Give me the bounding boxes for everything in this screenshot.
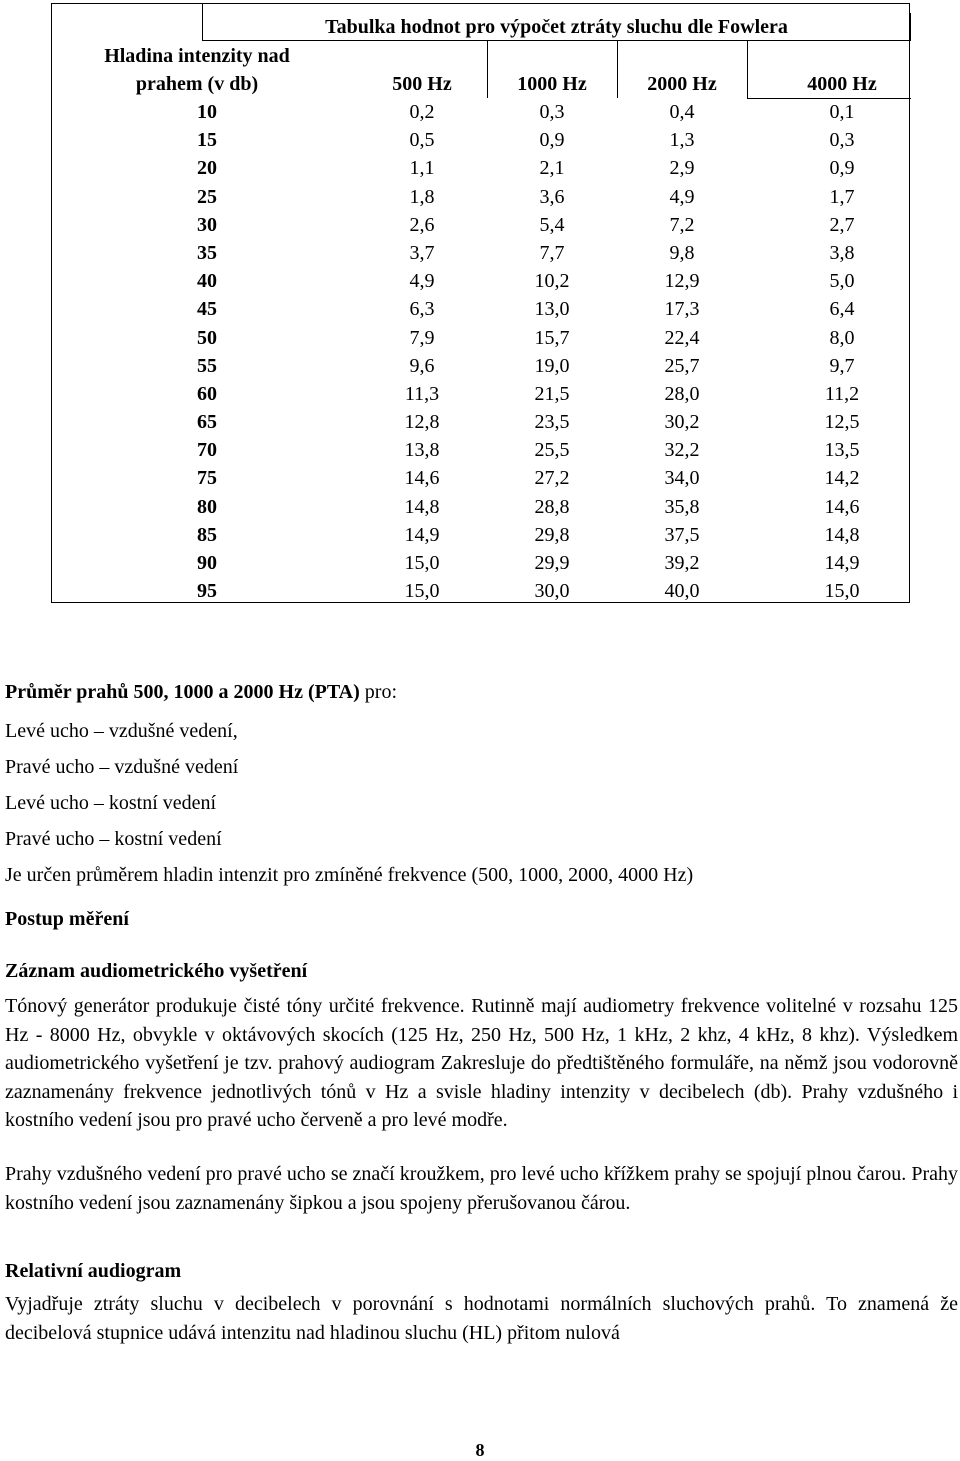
pta-item: Levé ucho – kostní vedení	[5, 792, 217, 814]
level-cell: 20	[197, 157, 217, 180]
value-cell: 25,7	[664, 354, 700, 377]
value-cell: 0,9	[829, 157, 855, 180]
value-cell: 13,0	[534, 298, 570, 321]
table-row	[52, 295, 911, 323]
level-cell: 95	[197, 580, 217, 603]
value-cell: 40,0	[664, 580, 700, 603]
value-cell: 12,5	[824, 411, 860, 434]
pta-heading-rest: pro:	[359, 681, 398, 703]
relativni-paragraph: Vyjadřuje ztráty sluchu v decibelech v porovnání s hodnotami normálních sluchových prahů. To znamená že decibelová stupnice udává intenzitu nad hladinou sluchu (HL) přitom nulová	[5, 1293, 958, 1344]
value-cell: 25,5	[534, 439, 570, 462]
value-cell: 1,1	[409, 157, 435, 180]
table-row	[52, 183, 911, 211]
value-cell: 0,4	[669, 101, 695, 123]
value-cell: 12,9	[664, 270, 700, 293]
value-cell: 8,0	[829, 326, 855, 349]
table-body	[52, 98, 911, 605]
table-row	[52, 324, 911, 352]
pta-item: Pravé ucho – vzdušné vedení	[5, 756, 239, 778]
value-cell: 28,8	[534, 495, 570, 518]
value-cell: 22,4	[664, 326, 700, 349]
table-row	[52, 493, 911, 521]
value-cell: 2,7	[829, 213, 855, 236]
pta-heading-bold: Průměr prahů 500, 1000 a 2000 Hz (PTA)	[5, 681, 360, 703]
value-cell: 29,8	[534, 523, 570, 546]
freq-header-500: 500 Hz	[392, 73, 452, 95]
table-row	[52, 549, 911, 577]
value-cell: 3,8	[829, 241, 855, 264]
value-cell: 13,8	[404, 439, 440, 462]
value-cell: 0,5	[409, 129, 435, 152]
value-cell: 29,9	[534, 552, 570, 574]
value-cell: 23,5	[534, 411, 570, 434]
zaznam-paragraph-2: Prahy vzdušného vedení pro pravé ucho se značí kroužkem, pro levé ucho křížkem prahy se spojují plnou čarou. Prahy kostního vedení jsou zaznamenány šipkou a jsou spojeny přerušovanou čárou.	[5, 1163, 958, 1214]
table-row	[52, 408, 911, 436]
value-cell: 14,9	[404, 523, 440, 546]
value-cell: 10,2	[534, 270, 570, 293]
level-cell: 25	[197, 185, 217, 208]
table-row	[52, 126, 911, 154]
value-cell: 37,5	[664, 523, 700, 546]
value-cell: 17,3	[664, 298, 700, 321]
value-cell: 14,6	[404, 467, 440, 490]
value-cell: 30,0	[534, 580, 570, 603]
value-cell: 6,4	[829, 298, 855, 321]
value-cell: 13,5	[824, 439, 860, 462]
value-cell: 3,6	[539, 185, 565, 208]
value-cell: 1,3	[669, 129, 695, 152]
table-row	[52, 464, 911, 492]
table-row	[52, 239, 911, 267]
level-cell: 30	[197, 213, 217, 236]
level-cell: 60	[197, 382, 217, 405]
table-divider	[202, 3, 203, 13]
value-cell: 15,7	[534, 326, 570, 349]
freq-header-2000: 2000 Hz	[647, 73, 717, 95]
table-title: Tabulka hodnot pro výpočet ztráty sluchu dle Fowlera	[202, 13, 911, 41]
table-divider	[202, 13, 203, 41]
level-cell: 70	[197, 439, 217, 462]
value-cell: 12,8	[404, 411, 440, 434]
value-cell: 2,9	[669, 157, 695, 180]
level-cell: 85	[197, 523, 217, 546]
value-cell: 4,9	[669, 185, 695, 208]
value-cell: 0,1	[829, 101, 855, 123]
value-cell: 1,8	[409, 185, 435, 208]
level-cell: 80	[197, 495, 217, 518]
table-divider	[910, 13, 911, 41]
pta-conclusion: Je určen průměrem hladin intenzit pro zmíněné frekvence (500, 1000, 2000, 4000 Hz)	[5, 864, 694, 886]
pta-heading	[5, 678, 960, 706]
table-row	[52, 380, 911, 408]
value-cell: 2,6	[409, 213, 435, 236]
value-cell: 1,7	[829, 185, 855, 208]
value-cell: 15,0	[824, 580, 860, 603]
level-cell: 35	[197, 241, 217, 264]
level-cell: 40	[197, 270, 217, 293]
table-row	[52, 521, 911, 549]
freq-header-4000: 4000 Hz	[807, 73, 877, 95]
value-cell: 4,9	[409, 270, 435, 293]
freq-header-1000: 1000 Hz	[517, 73, 587, 95]
level-header-line2: prahem (v db)	[135, 73, 259, 95]
value-cell: 0,3	[829, 129, 855, 152]
value-cell: 11,3	[404, 382, 440, 405]
value-cell: 15,0	[404, 580, 440, 603]
value-cell: 2,1	[539, 157, 565, 180]
value-cell: 6,3	[409, 298, 435, 321]
value-cell: 7,9	[409, 326, 435, 349]
value-cell: 34,0	[664, 467, 700, 490]
value-cell: 14,9	[824, 552, 860, 574]
level-cell: 75	[197, 467, 217, 490]
value-cell: 15,0	[404, 552, 440, 574]
value-cell: 9,8	[669, 241, 695, 264]
value-cell: 7,2	[669, 213, 695, 236]
pta-item: Pravé ucho – kostní vedení	[5, 828, 222, 850]
value-cell: 5,4	[539, 213, 565, 236]
table-row	[52, 352, 911, 380]
value-cell: 28,0	[664, 382, 700, 405]
value-cell: 14,8	[824, 523, 860, 546]
table-row	[52, 98, 911, 126]
level-cell: 90	[197, 552, 217, 574]
level-cell: 55	[197, 354, 217, 377]
relativni-heading: Relativní audiogram	[5, 1260, 182, 1282]
value-cell: 3,7	[409, 241, 435, 264]
table-row	[52, 267, 911, 295]
level-cell: 65	[197, 411, 217, 434]
table-row	[52, 436, 911, 464]
value-cell: 14,2	[824, 467, 860, 490]
level-cell: 50	[197, 326, 217, 349]
value-cell: 14,6	[824, 495, 860, 518]
level-header-line1: Hladina intenzity nad	[104, 45, 290, 67]
pta-item: Levé ucho – vzdušné vedení,	[5, 720, 238, 742]
value-cell: 32,2	[664, 439, 700, 462]
value-cell: 30,2	[664, 411, 700, 434]
value-cell: 7,7	[539, 241, 565, 264]
value-cell: 19,0	[534, 354, 570, 377]
value-cell: 5,0	[829, 270, 855, 293]
value-cell: 35,8	[664, 495, 700, 518]
zaznam-heading: Záznam audiometrického vyšetření	[5, 960, 308, 982]
zaznam-paragraph-1: Tónový generátor produkuje čisté tóny určité frekvence. Rutinně mají audiometry frekvence volitelné v rozsahu 125 Hz - 8000 Hz, obvykle v oktávových skocích (125 Hz, 250 Hz, 500 Hz, 1 kHz, 2 khz, 4 kHz, 8 khz). Výsledkem audiometrického vyšetření je tzv. prahový audiogram Zakresluje do předtištěného formuláře, na němž jsou vodorovně zaznamenány frekvence jednotlivých tónů v Hz a svisle hladiny intenzity v decibelech (db). Prahy vzdušného i kostního vedení jsou pro pravé ucho červeně a pro levé modře.	[5, 995, 958, 1131]
value-cell: 27,2	[534, 467, 570, 490]
value-cell: 0,9	[539, 129, 565, 152]
level-cell: 15	[197, 129, 217, 152]
page-number: 8	[475, 1440, 485, 1460]
value-cell: 0,2	[409, 101, 435, 123]
postup-heading: Postup měření	[5, 908, 129, 930]
value-cell: 9,6	[409, 354, 435, 377]
value-cell: 39,2	[664, 552, 700, 574]
value-cell: 14,8	[404, 495, 440, 518]
fowler-table	[51, 3, 910, 603]
value-cell: 11,2	[824, 382, 860, 405]
table-divider	[747, 41, 748, 98]
level-cell: 10	[197, 101, 217, 123]
value-cell: 21,5	[534, 382, 570, 405]
table-row	[52, 577, 911, 605]
level-cell: 45	[197, 298, 217, 321]
value-cell: 0,3	[539, 101, 565, 123]
table-row	[52, 154, 911, 182]
table-row	[52, 211, 911, 239]
value-cell: 9,7	[829, 354, 855, 377]
